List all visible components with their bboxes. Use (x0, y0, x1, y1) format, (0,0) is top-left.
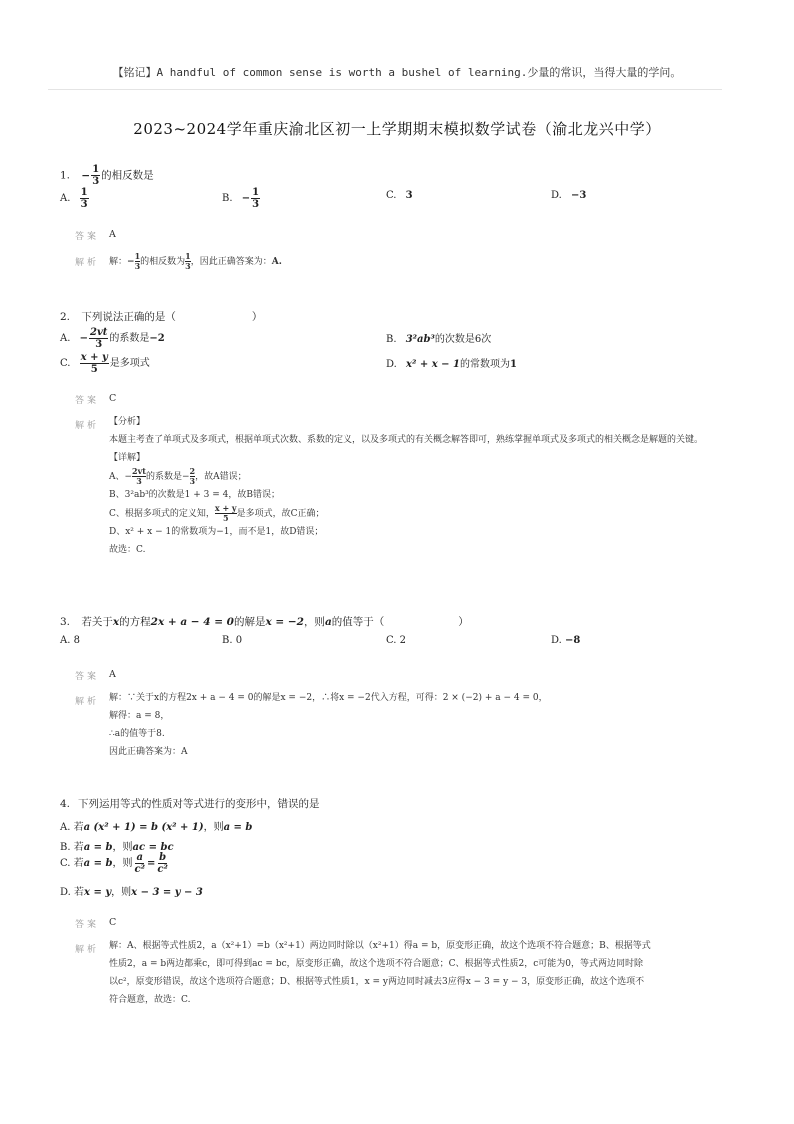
q3-option-b[interactable]: B. 0 (222, 635, 243, 646)
q2-analysis-head: 【分析】 (109, 417, 146, 427)
header-divider (48, 89, 722, 90)
q4-analysis-label: 解析 (75, 945, 100, 955)
motto: 【铭记】A handful of common sense is worth a bushel of learning.少量的常识，当得大量的学问。 (112, 66, 682, 79)
q2-option-d[interactable]: D. x² + x − 1的常数项为1 (386, 359, 517, 370)
q1-answer-value: A (109, 229, 116, 240)
q1-stem: 1. − $\frac{1}{3}$ 的相反数是 (60, 164, 154, 187)
q3-option-d[interactable]: D. −8 (551, 635, 581, 646)
q2-detail-b: B、3²ab³的次数是1 + 3 = 4，故B错误； (109, 490, 281, 500)
q3-analysis-line3: ∴a的值等于8. (109, 729, 165, 739)
q2-option-a[interactable]: A. − $\frac{2vt}{3}$ 的系数是−2 (60, 327, 165, 350)
q3-analysis-line2: 解得：a = 8， (109, 711, 170, 721)
q3-analysis-label: 解析 (75, 697, 100, 707)
q4-option-b[interactable]: B. 若a = b，则ac = bc (60, 842, 174, 853)
q4-answer-label: 答案 (75, 920, 100, 930)
q4-analysis-line4: 符合题意，故选：C. (109, 995, 191, 1005)
page-title: 2023~2024学年重庆渝北区初一上学期期末模拟数学试卷（渝北龙兴中学） (133, 120, 661, 138)
q2-analysis-label: 解析 (75, 421, 100, 431)
q2-option-c[interactable]: C. $\frac{x + y}{5}$ 是多项式 (60, 352, 150, 375)
q4-stem: 4. 下列运用等式的性质对等式进行的变形中，错误的是 (60, 798, 320, 810)
q2-analysis-body: 本题主考查了单项式及多项式，根据单项式次数、系数的定义，以及多项式的有关概念解答即可，熟练掌握单项式及多项式的相关概念是解题的关键。 (109, 435, 704, 445)
q3-answer-label: 答案 (75, 672, 100, 682)
q2-option-b[interactable]: B. 3²ab³的次数是6次 (386, 334, 492, 345)
q2-detail-a: A、− $\frac{2vt}{3}$ 的系数是− $\frac{2}{3}$ ，故A错误； (109, 466, 247, 486)
q1-option-a[interactable]: A. $\frac{1}{3}$ (60, 187, 88, 210)
q3-option-c[interactable]: C. 2 (386, 635, 407, 646)
q4-analysis (109, 937, 721, 1009)
q2-stem: 2. 下列说法正确的是（ ） (60, 311, 263, 323)
q1-option-c[interactable]: C. 3 (386, 190, 413, 201)
q4-analysis-line1: 解：A、根据等式性质2，a（x²+1）=b（x²+1）两边同时除以（x²+1）得a = b，原变形正确，故这个选项不符合题意；B、根据等式 (109, 941, 651, 951)
q2-detail-head: 【详解】 (109, 453, 146, 463)
q3-analysis (109, 689, 719, 761)
q4-analysis-line2: 性质2，a = b两边都乘c，即可得到ac = bc，原变形正确，故这个选项不符合题意；C、根据等式性质2，c可能为0，等式两边同时除 (109, 959, 644, 969)
q2-answer-label: 答案 (75, 396, 100, 406)
q2-conclusion: 故选：C. (109, 545, 146, 555)
q1-analysis: 解：− $\frac{1}{3}$ 的相反数为 $\frac{1}{3}$ ，因此正确答案为：A. (109, 251, 282, 271)
q2-detail-c: C、根据多项式的定义知， $\frac{x + y}{5}$ 是多项式，故C正确； (109, 503, 325, 523)
q3-analysis-line1: 解：∵关于x的方程2x + a − 4 = 0的解是x = −2，∴将x = −2代入方程，可得：2 × (−2) + a − 4 = 0， (109, 693, 548, 703)
q3-stem: 3. 若关于x的方程2x + a − 4 = 0的解是x = −2，则a的值等于（ ） (60, 616, 469, 628)
q4-option-d[interactable]: D. 若x = y，则x − 3 = y − 3 (60, 887, 203, 898)
q2-analysis (109, 413, 709, 559)
q2-answer-value: C (109, 393, 117, 404)
q3-analysis-line4: 因此正确答案为：A (109, 747, 188, 757)
q1-option-b[interactable]: B. − $\frac{1}{3}$ (222, 187, 260, 210)
q1-answer-label: 答案 (75, 232, 100, 242)
q3-option-a[interactable]: A. 8 (60, 635, 80, 646)
q1-number: 1. (60, 169, 71, 182)
q1-fraction: $\frac{1}{3}$ (92, 164, 100, 187)
q1-analysis-label: 解析 (75, 258, 100, 268)
q1-option-d[interactable]: D. −3 (551, 190, 587, 201)
q4-analysis-line3: 以c²，原变形错误，故这个选项符合题意；D、根据等式性质1，x = y两边同时减去3应得x − 3 = y − 3，原变形正确，故这个选项不 (109, 977, 645, 987)
q4-answer-value: C (109, 917, 117, 928)
q4-option-a[interactable]: A. 若a (x² + 1) = b (x² + 1)，则a = b (60, 822, 253, 833)
q3-answer-value: A (109, 669, 116, 680)
q4-option-c[interactable]: C. 若a = b，则 $\frac{a}{\text{c²}}$ = $\frac{b}{\text{c²}}$ (60, 852, 168, 875)
q2-detail-d: D、x² + x − 1的常数项为−1，而不是1，故D错误； (109, 527, 324, 537)
